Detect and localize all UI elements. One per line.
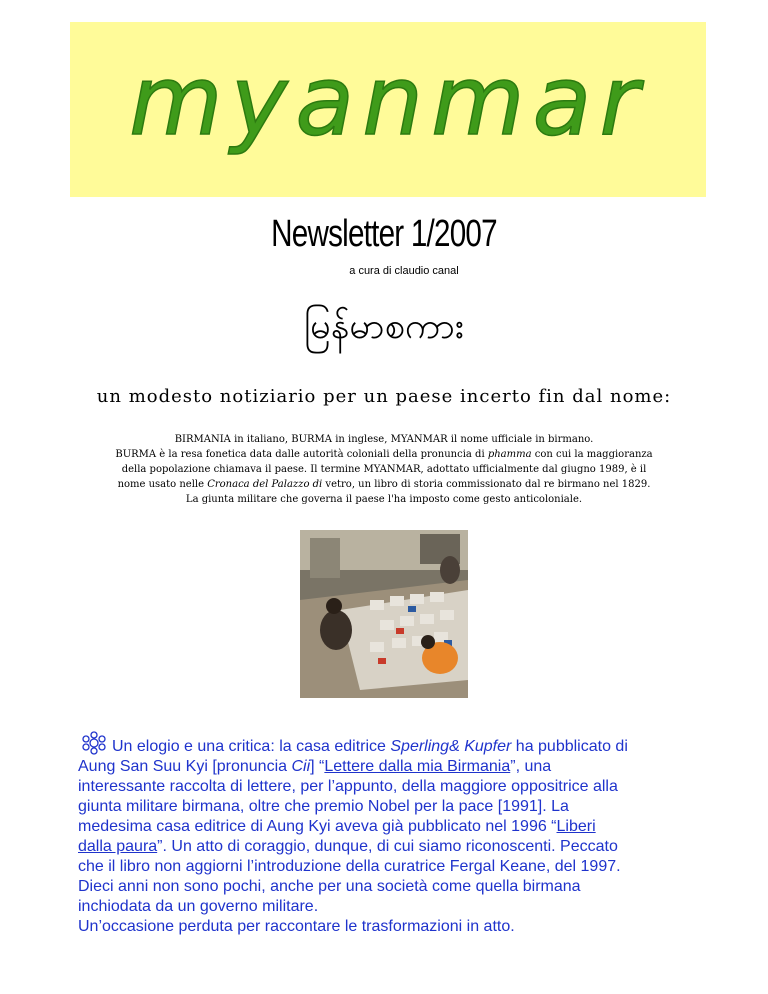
newsletter-title: Newsletter 1/2007 xyxy=(271,213,497,255)
intro-line: BIRMANIA in italiano, BURMA in inglese, MYANMAR il nome ufficiale in birmano. xyxy=(174,434,594,445)
article-line: inchiodata da un governo militare. xyxy=(78,898,319,915)
subtitle: un modesto notiziario per un paese incerto fin dal nome: xyxy=(96,386,672,407)
book-link-liberi[interactable]: Liberi xyxy=(556,818,596,835)
flower-icon xyxy=(78,731,110,755)
street-book-market-photo xyxy=(300,530,468,698)
editor-credit: a cura di claudio canal xyxy=(349,265,459,277)
article-line: Un’occasione perduta per raccontare le trasformazioni in atto. xyxy=(78,918,515,935)
intro-line: della popolazione chiamava il paese. Il termine MYANMAR, adottato ufficialmente dal giugno 1989, è il xyxy=(121,464,647,475)
book-link-lettere[interactable]: Lettere dalla mia Birmania xyxy=(324,758,511,775)
article-line: Un elogio e una critica: la casa editrice Sperling& Kupfer ha pubblicato di xyxy=(78,731,698,757)
article-line: Dieci anni non sono pochi, anche per una società come quella birmana xyxy=(78,878,581,895)
article-line: dalla paura”. Un atto di coraggio, dunque, di cui siamo riconoscenti. Peccato xyxy=(78,838,618,855)
article-line: che il libro non aggiorni l’introduzione della curatrice Fergal Keane, del 1997. xyxy=(78,858,621,875)
intro-line: nome usato nelle Cronaca del Palazzo di vetro, un libro di storia commissionato dal re birmano nel 1829. xyxy=(117,479,651,490)
masthead-title: myanmar xyxy=(129,45,647,157)
article-line: Aung San Suu Kyi [pronuncia Cii] “Lettere dalla mia Birmania”, una xyxy=(78,758,552,775)
article-line: interessante raccolta di lettere, per l’appunto, della maggiore oppositrice alla xyxy=(78,778,618,795)
masthead-logo xyxy=(70,22,706,197)
article-paragraph xyxy=(78,731,698,937)
article-line: giunta militare birmana, oltre che premio Nobel per la pace [1991]. La xyxy=(78,798,569,815)
burmese-title: မြန်မာစကား xyxy=(303,306,465,347)
article-line: medesima casa editrice di Aung Kyi aveva già pubblicato nel 1996 “Liberi xyxy=(78,818,596,835)
book-link-liberi-cont[interactable]: dalla paura xyxy=(78,838,158,855)
intro-line: BURMA è la resa fonetica data dalle autorità coloniali della pronuncia di phamma con cui la maggioranza xyxy=(115,449,653,460)
masthead-banner xyxy=(70,22,706,197)
intro-paragraph xyxy=(78,432,690,507)
intro-line: La giunta militare che governa il paese l'ha imposto come gesto anticoloniale. xyxy=(185,494,583,505)
